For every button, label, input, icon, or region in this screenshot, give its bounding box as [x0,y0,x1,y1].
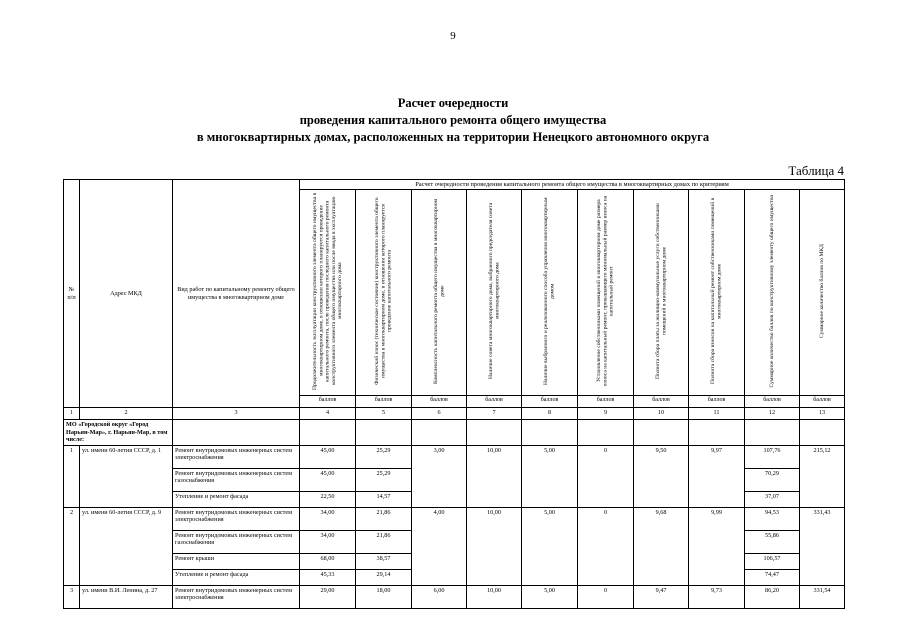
score-c4: 22,50 [300,491,356,507]
score-c6: 6,00 [412,585,467,608]
column-number: 10 [634,408,689,420]
municipality-row [64,420,845,446]
score-c9: 0 [578,585,634,608]
column-number: 7 [467,408,522,420]
score-c10: 9,68 [634,507,689,585]
column-number: 4 [300,408,356,420]
table-label: Таблица 4 [788,163,844,178]
title-line: проведения капитального ремонта общего имущества [299,113,607,127]
score-c5: 25,29 [356,445,412,468]
table-row [64,507,845,530]
header-criterion-6: Комплексность капитального ремонта общего имущества в многоквартирном доме [412,190,467,396]
work-type: Утепление и ремонт фасада [173,569,300,585]
column-number: 8 [522,408,578,420]
column-number: 2 [80,408,173,420]
work-type: Ремонт внутридомовых инженерных систем электроснабжения [173,585,300,608]
house-address: ул. имени 60-летия СССР, д. 1 [80,445,173,507]
column-number: 11 [689,408,745,420]
work-type: Утепление и ремонт фасада [173,491,300,507]
score-c7: 10,00 [467,445,522,507]
work-type: Ремонт крыши [173,553,300,569]
header-criterion-10: Полнота сбора платы за жилищно-коммунальные услуги собственниками помещений в многоквартирном доме [634,190,689,396]
score-c5: 18,00 [356,585,412,608]
score-c6: 4,00 [412,507,467,585]
score-c6: 3,00 [412,445,467,507]
score-c13: 331,54 [800,585,845,608]
score-c12: 70,29 [745,468,800,491]
score-c12: 94,53 [745,507,800,530]
title-line: в многоквартирных домах, расположенных на территории Ненецкого автономного округа [196,130,710,144]
score-c5: 21,86 [356,507,412,530]
score-c12: 86,20 [745,585,800,608]
page-number: 9 [450,30,456,42]
unit-cell: баллов [634,396,689,408]
house-address: ул. имени В.И. Ленина, д. 27 [80,585,173,608]
title-line: Расчет очередности [397,96,509,110]
header-criterion-11: Полнота сбора взносов на капитальный ремонт собственниками помещений в многоквартирном доме [689,190,745,396]
score-c12: 74,47 [745,569,800,585]
house-address: ул. имени 60-летия СССР, д. 9 [80,507,173,585]
header-criterion-13: Суммарное количество баллов по МКД [800,190,845,396]
score-c4: 34,00 [300,507,356,530]
score-c7: 10,00 [467,507,522,585]
column-number: 5 [356,408,412,420]
score-c9: 0 [578,445,634,507]
header-criterion-7: Наличие совета многоквартирного дома, выбранного председателя совета многоквартирного дома [467,190,522,396]
table-row [64,585,845,608]
unit-cell: баллов [522,396,578,408]
score-c4: 45,00 [300,445,356,468]
work-type: Ремонт внутридомовых инженерных систем электроснабжения [173,507,300,530]
house-num: 3 [64,585,80,608]
house-num: 1 [64,445,80,507]
column-number: 6 [412,408,467,420]
header-criterion-5: Физический износ (техническое состояние) конструктивного элемента общего имущества в многоквартирном доме, в отношении которого планируется проведение капитального ремонта [356,190,412,396]
score-c4: 68,00 [300,553,356,569]
score-c12: 106,57 [745,553,800,569]
score-c10: 9,47 [634,585,689,608]
score-c5: 25,29 [356,468,412,491]
score-c5: 38,57 [356,553,412,569]
unit-cell: баллов [689,396,745,408]
score-c10: 9,50 [634,445,689,507]
score-c11: 9,97 [689,445,745,507]
column-number: 9 [578,408,634,420]
municipality-name: МО «Городской округ «Город Нарьян-Мар», г. Нарьян-Мар, в том числе: [64,420,173,446]
score-c4: 29,00 [300,585,356,608]
score-c12: 55,86 [745,530,800,553]
score-c5: 14,57 [356,491,412,507]
unit-cell: баллов [300,396,356,408]
score-c4: 45,33 [300,569,356,585]
header-work-type: Вид работ по капитальному ремонту общего имущества в многоквартирном доме [173,180,300,408]
column-number: 1 [64,408,80,420]
score-c13: 331,43 [800,507,845,585]
score-c8: 5,00 [522,585,578,608]
header-criterion-9: Установление собственниками помещений в многоквартирном доме размера взноса на капитальный ремонт, превышающего минимальный размер взноса на капитальный ремонт [578,190,634,396]
header-criteria-group: Расчет очередности проведения капитального ремонта общего имущества в многоквартирных домах по критериям [300,180,845,190]
score-c5: 29,14 [356,569,412,585]
header-address: Адрес МКД [80,180,173,408]
column-number: 3 [173,408,300,420]
score-c9: 0 [578,507,634,585]
score-c11: 9,73 [689,585,745,608]
score-c12: 107,76 [745,445,800,468]
header-criterion-8: Наличие выбранного и реализованного способа управления многоквартирным домом [522,190,578,396]
score-c4: 45,00 [300,468,356,491]
unit-cell: баллов [412,396,467,408]
unit-cell: баллов [745,396,800,408]
work-type: Ремонт внутридомовых инженерных систем электроснабжения [173,445,300,468]
unit-cell: баллов [800,396,845,408]
document-title [0,95,906,146]
header-criterion-12: Суммарное количество баллов по конструктивному элементу общего имущества [745,190,800,396]
score-c8: 5,00 [522,445,578,507]
score-c11: 9,99 [689,507,745,585]
priority-table [63,179,845,609]
unit-cell: баллов [467,396,522,408]
header-num: № п/п [64,180,80,408]
work-type: Ремонт внутридомовых инженерных систем газоснабжения [173,530,300,553]
unit-cell: баллов [356,396,412,408]
header-criterion-4: Продолжительность эксплуатации конструктивного элемента общего имущества в многоквартирном доме, в отношении которого планируется проведение капитального ремонта, после проведения последнего капитального ремонта конструктивного элемента общего имущества или после ввода в эксплуатацию многоквартирного дома [300,190,356,396]
table-row [64,445,845,468]
column-number: 12 [745,408,800,420]
work-type: Ремонт внутридомовых инженерных систем газоснабжения [173,468,300,491]
score-c7: 10,00 [467,585,522,608]
score-c5: 21,86 [356,530,412,553]
score-c12: 37,07 [745,491,800,507]
score-c4: 34,00 [300,530,356,553]
unit-cell: баллов [578,396,634,408]
house-num: 2 [64,507,80,585]
score-c13: 215,12 [800,445,845,507]
score-c8: 5,00 [522,507,578,585]
column-number: 13 [800,408,845,420]
